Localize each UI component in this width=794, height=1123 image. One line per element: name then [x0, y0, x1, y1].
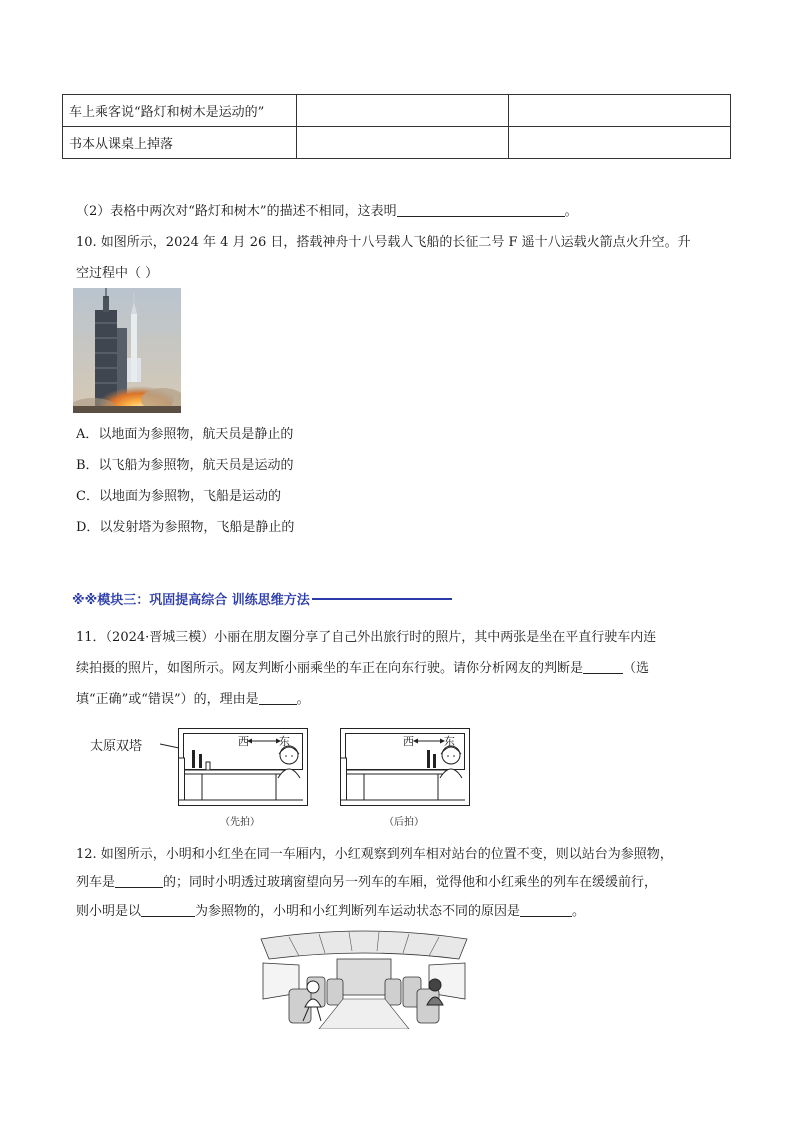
question-10-line-2: 空过程中（ ）: [76, 266, 159, 281]
table-cell: [297, 95, 509, 127]
section-title: ※※模块三：巩固提高综合 训练思维方法: [72, 593, 310, 608]
answer-table: [62, 94, 731, 159]
table-cell: 书本从课桌上掉落: [63, 127, 297, 159]
answer-blank[interactable]: [141, 903, 195, 917]
question-text: 填“正确”或“错误”）的，理由是: [76, 692, 259, 707]
table-row: [63, 127, 731, 159]
east-label: 东: [444, 735, 455, 748]
option-a[interactable]: A．以地面为参照物，航天员是静止的: [76, 427, 294, 442]
question-9-2: [76, 200, 578, 219]
section-header: [72, 589, 452, 608]
question-12-line-1: 12. 如图所示，小明和小红坐在同一车厢内，小红观察到列车相对站台的位置不变，则以站台为参照物，: [76, 847, 673, 862]
west-label: 西: [403, 735, 414, 748]
option-d[interactable]: D．以发射塔为参照物，飞船是静止的: [76, 520, 295, 535]
section-rule: [312, 598, 452, 600]
table-cell: 车上乘客说“路灯和树木是运动的”: [63, 95, 297, 127]
question-11-line-2: [76, 657, 649, 676]
punctuation: 。: [572, 904, 586, 919]
question-text: 续拍摄的照片，如图所示。网友判断小丽乘坐的车正在向东行驶。请你分析网友的判断是: [76, 661, 584, 676]
question-text: 列车是: [76, 875, 116, 890]
caption-after: （后拍）: [384, 817, 424, 828]
east-label: 东: [279, 735, 290, 748]
question-12-line-2: [76, 871, 657, 890]
answer-blank[interactable]: [397, 203, 565, 217]
table-cell: [509, 127, 731, 159]
question-text: 则小明是以: [76, 904, 142, 919]
question-text: 的；同时小明透过玻璃窗望向另一列车的车厢，觉得他和小红乘坐的列车在缓缓前行，: [163, 875, 658, 890]
answer-blank[interactable]: [259, 691, 297, 705]
answer-blank[interactable]: [520, 903, 572, 917]
question-12-line-3: [76, 900, 585, 919]
answer-blank[interactable]: [583, 660, 623, 674]
question-11-line-1: 11．（2024·晋城三模）小丽在朋友圈分享了自己外出旅行时的照片，其中两张是坐在平直行驶车内连: [76, 630, 657, 645]
tower-label: 太原双塔: [90, 739, 143, 754]
west-label: 西: [238, 735, 249, 748]
answer-blank[interactable]: [115, 874, 163, 888]
train-carriage-illustration: [259, 929, 469, 1029]
rocket-launch-photo: [73, 288, 181, 413]
question-text: （2）表格中两次对“路灯和树木”的描述不相同，这表明: [76, 204, 397, 219]
question-text: 为参照物的，小明和小红判断列车运动状态不同的原因是: [195, 904, 521, 919]
option-c[interactable]: C．以地面为参照物，飞船是运动的: [76, 489, 281, 504]
table-row: [63, 95, 731, 127]
question-11-line-3: [76, 688, 310, 707]
question-10-line-1: 10. 如图所示，2024 年 4 月 26 日，搭载神舟十八号载人飞船的长征二号 F 遥十八运载火箭点火升空。升: [76, 235, 691, 250]
punctuation: 。: [296, 692, 310, 707]
option-b[interactable]: B．以飞船为参照物，航天员是运动的: [76, 458, 294, 473]
table-cell: [297, 127, 509, 159]
caption-first: （先拍）: [220, 817, 260, 828]
punctuation: 。: [564, 204, 578, 219]
question-text: （选: [623, 661, 650, 676]
table-cell: [509, 95, 731, 127]
